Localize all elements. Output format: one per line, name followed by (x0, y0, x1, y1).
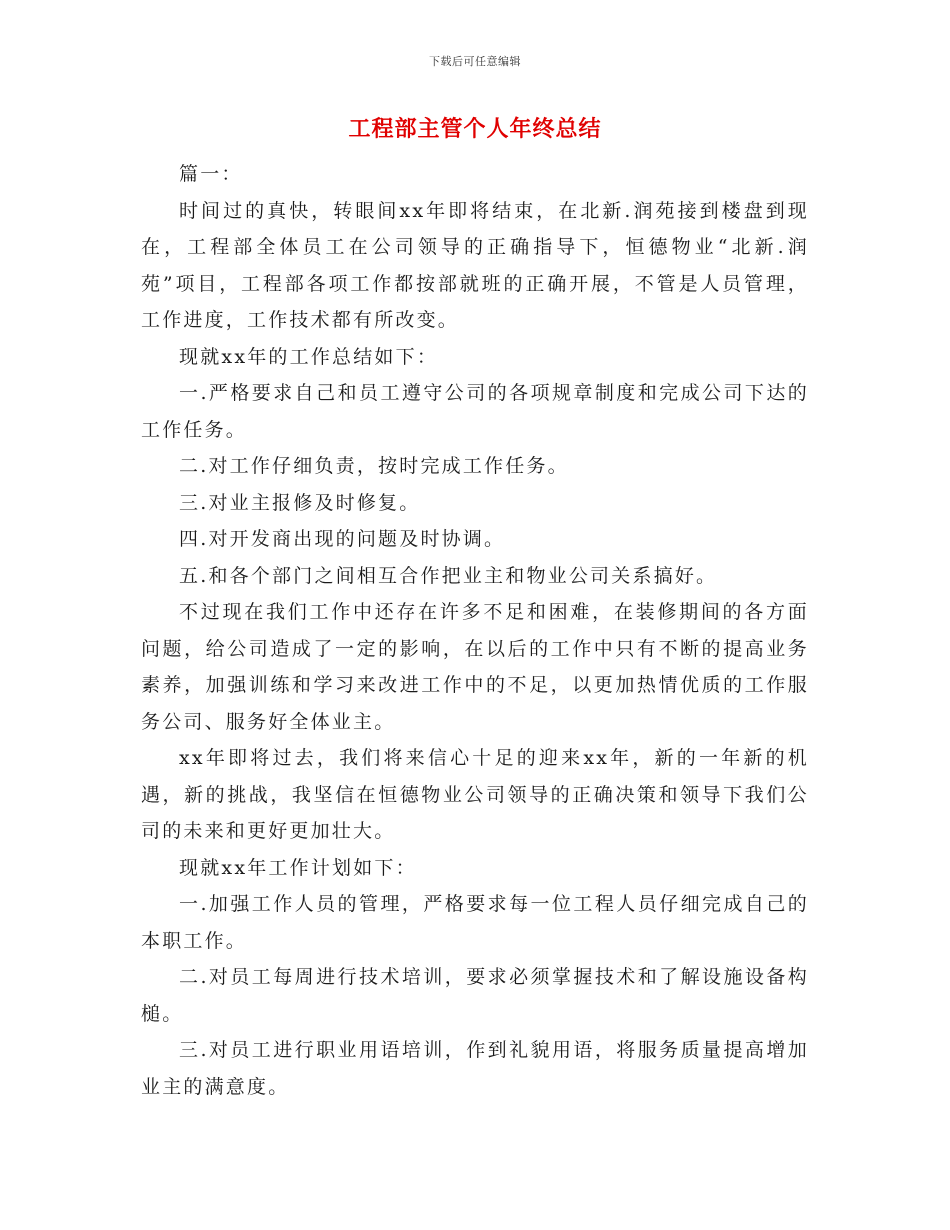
paragraph: 二.对员工每周进行技术培训，要求必须掌握技术和了解设施设备构槌。 (141, 966, 809, 1025)
document-body (141, 156, 809, 1105)
paragraph: 三.对业主报修及时修复。 (179, 491, 421, 514)
paragraph: 篇一： (179, 163, 243, 185)
paragraph: xx年即将过去，我们将来信心十足的迎来xx年，新的一年新的机遇，新的挑战，我坚信在恒德物业公司领导的正确决策和领导下我们公司的未来和更好更加壮大。 (141, 747, 809, 842)
paragraph: 四.对开发商出现的问题及时协调。 (179, 528, 506, 550)
paragraph: 不过现在我们工作中还存在许多不足和困难，在装修期间的各方面问题，给公司造成了一定的影响，在以后的工作中只有不断的提高业务素养，加强训练和学习来改进工作中的不足，以更加热情优质的工作服务公司、服务好全体业主。 (141, 601, 809, 733)
paragraph: 一.加强工作人员的管理，严格要求每一位工程人员仔细完成自己的本职工作。 (141, 893, 809, 952)
paragraph: 现就xx年的工作总结如下： (179, 345, 439, 368)
paragraph: 五.和各个部门之间相互合作把业主和物业公司关系搞好。 (179, 564, 718, 587)
header-note: 下载后可任意编辑 (429, 55, 521, 68)
paragraph: 二.对工作仔细负责，按时完成工作任务。 (179, 455, 569, 477)
paragraph: 现就xx年工作计划如下： (179, 856, 417, 879)
paragraph: 一.严格要求自己和员工遵守公司的各项规章制度和完成公司下达的工作任务。 (141, 382, 809, 441)
paragraph: 时间过的真快，转眼间xx年即将结束，在北新.润苑接到楼盘到现在，工程部全体员工在公司领导的正确指导下，恒德物业“北新.润苑”项目，工程部各项工作都按部就班的正确开展，不管是人员管理，工作进度，工作技术都有所改变。 (141, 199, 809, 331)
document-title: 工程部主管个人年终总结 (348, 116, 602, 142)
paragraph: 三.对员工进行职业用语培训，作到礼貌用语，将服务质量提高增加业主的满意度。 (141, 1039, 809, 1098)
